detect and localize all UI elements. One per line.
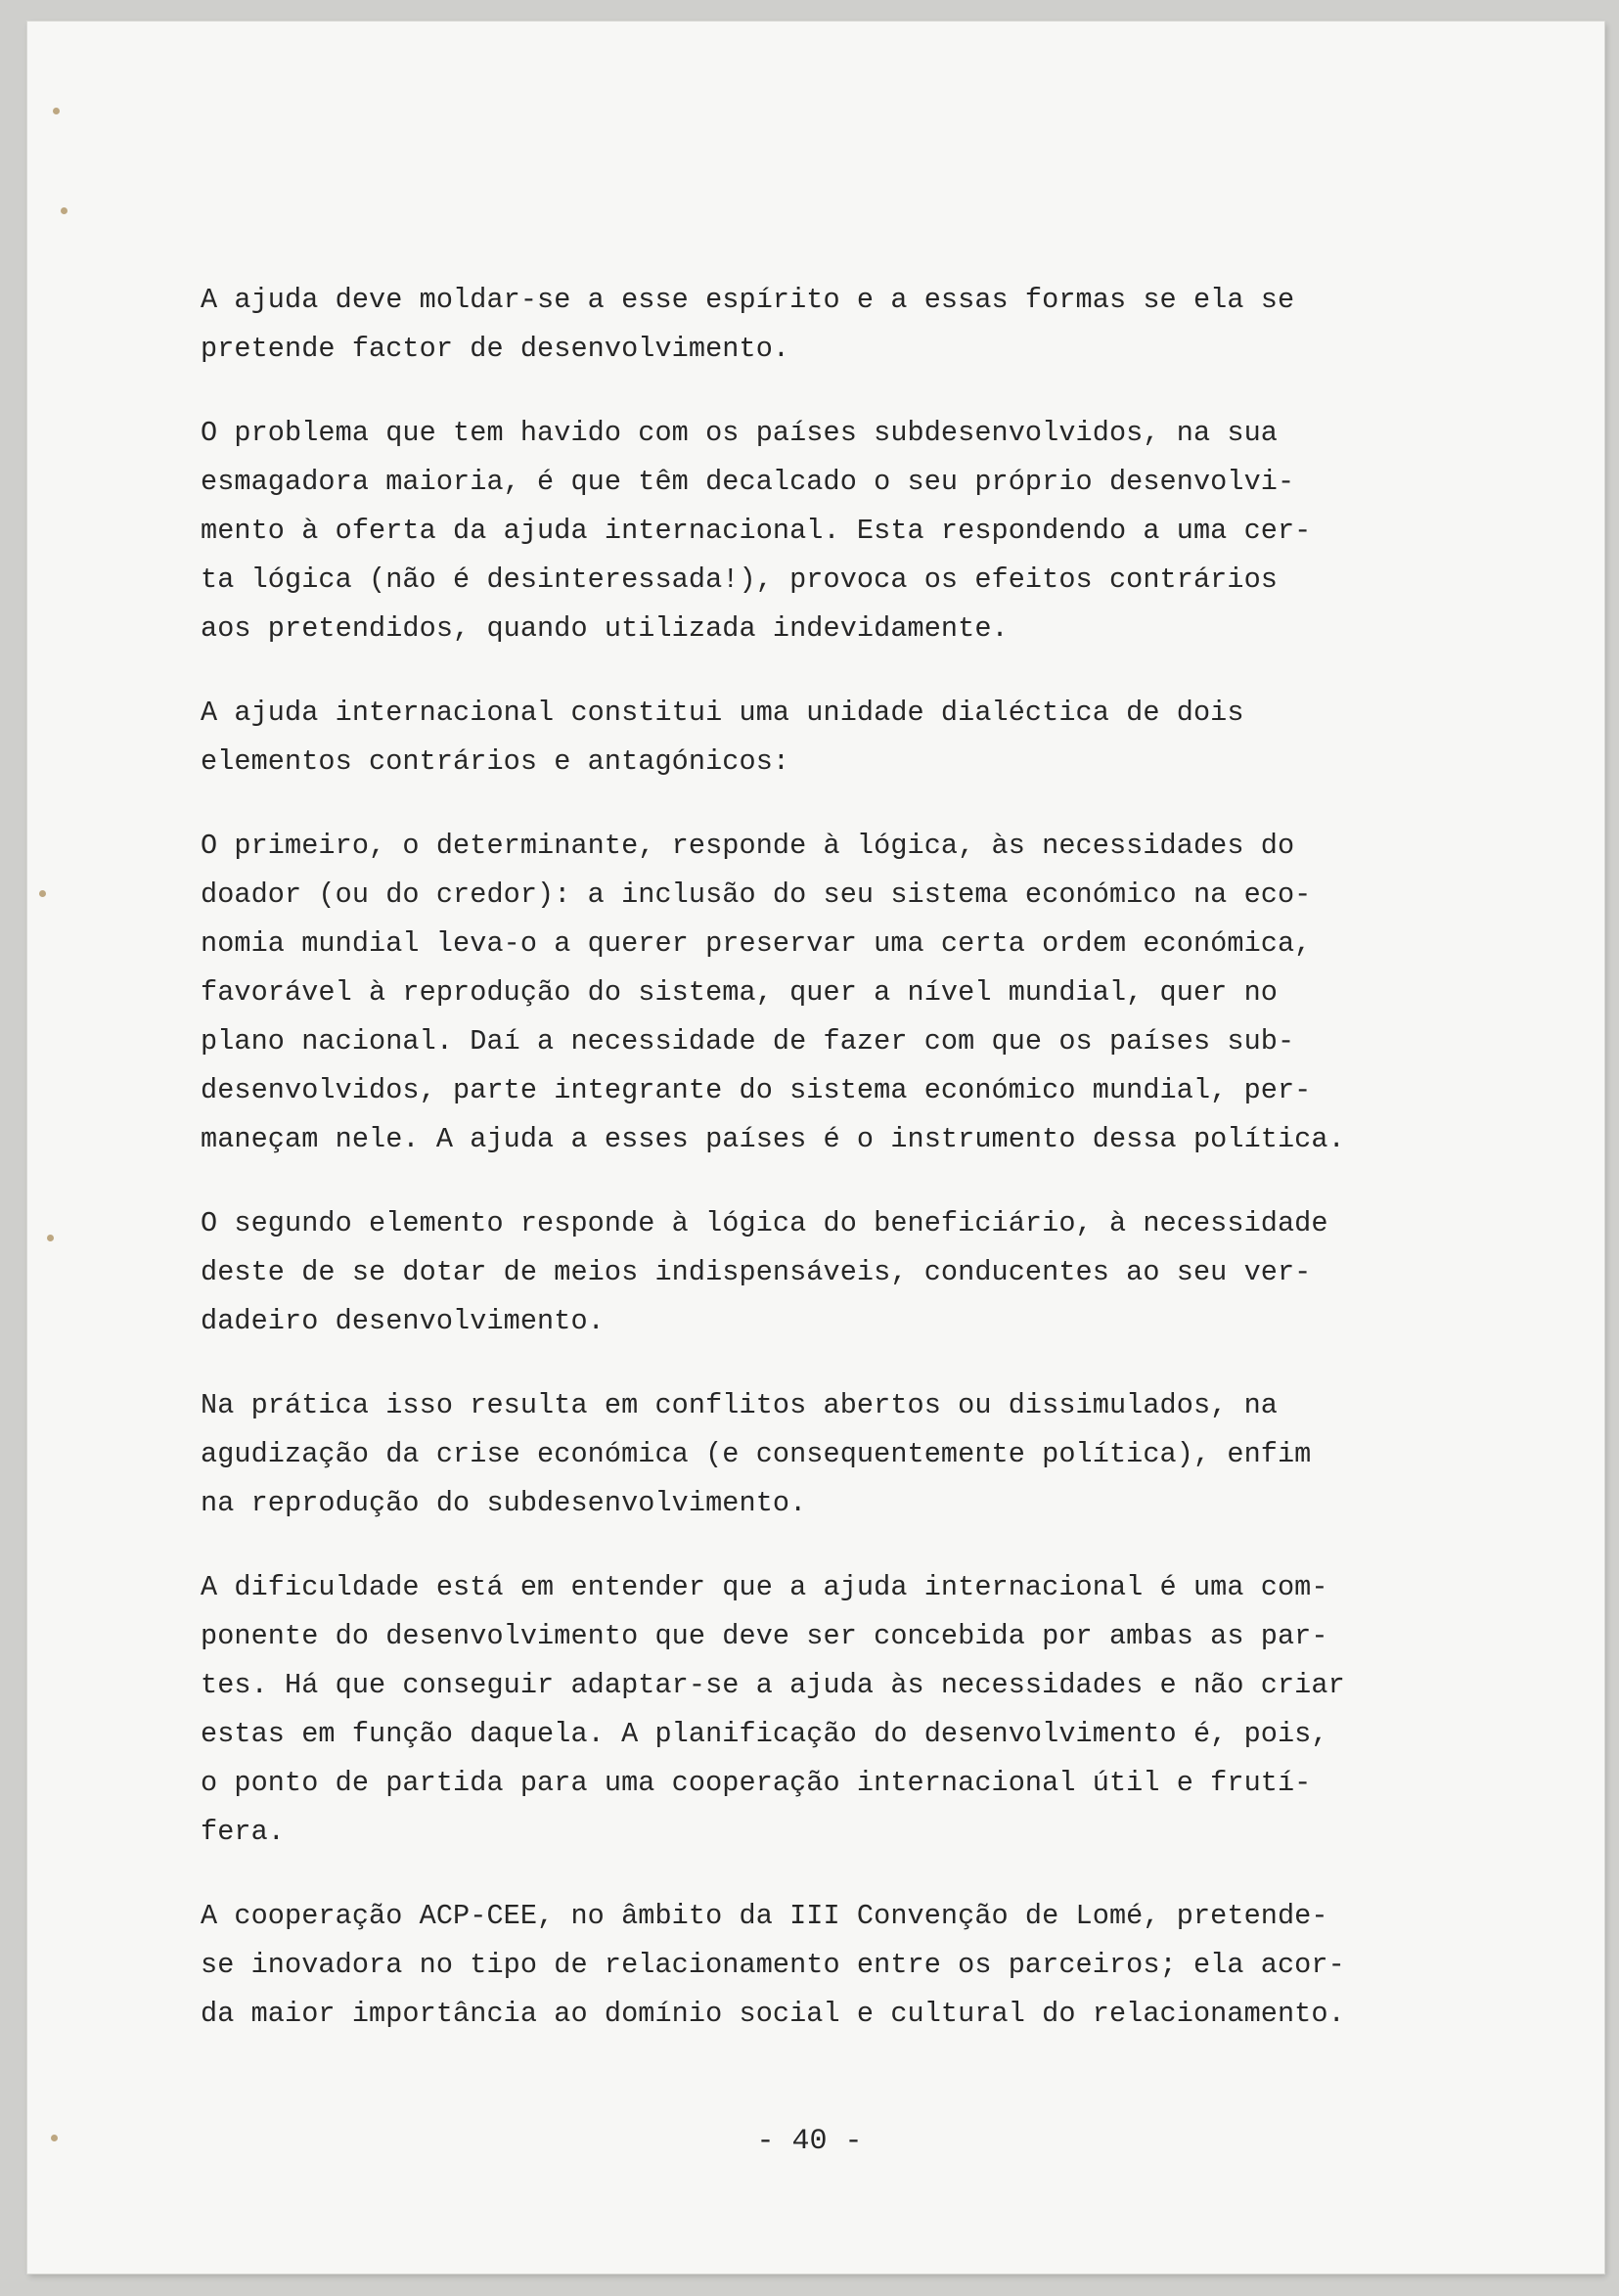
text-line: ponente do desenvolvimento que deve ser concebida por ambas as par-	[201, 1620, 1328, 1652]
text-line: dadeiro desenvolvimento.	[201, 1305, 605, 1337]
paragraph-4	[201, 822, 1546, 1164]
text-line: favorável à reprodução do sistema, quer a nível mundial, quer no	[201, 976, 1278, 1009]
text-line: Na prática isso resulta em conflitos abertos ou dissimulados, na	[201, 1389, 1278, 1421]
text-line: O primeiro, o determinante, responde à lógica, às necessidades do	[201, 830, 1295, 862]
text-line: o ponto de partida para uma cooperação internacional útil e frutí-	[201, 1767, 1312, 1799]
punch-hole-mark	[39, 890, 46, 897]
text-line: da maior importância ao domínio social e cultural do relacionamento.	[201, 1998, 1345, 2030]
text-line: ta lógica (não é desinteressada!), provoca os efeitos contrários	[201, 563, 1278, 596]
text-line: A cooperação ACP-CEE, no âmbito da III Convenção de Lomé, pretende-	[201, 1900, 1328, 1932]
text-line: nomia mundial leva-o a querer preservar uma certa ordem económica,	[201, 927, 1312, 960]
punch-hole-mark	[47, 1235, 54, 1241]
text-line: doador (ou do credor): a inclusão do seu sistema económico na eco-	[201, 878, 1312, 911]
text-line: tes. Há que conseguir adaptar-se a ajuda às necessidades e não criar	[201, 1669, 1345, 1701]
text-line: deste de se dotar de meios indispensáveis, conducentes ao seu ver-	[201, 1256, 1312, 1288]
text-line: estas em função daquela. A planificação do desenvolvimento é, pois,	[201, 1718, 1328, 1750]
text-line: esmagadora maioria, é que têm decalcado o seu próprio desenvolvi-	[201, 466, 1295, 498]
text-line: mento à oferta da ajuda internacional. Esta respondendo a uma cer-	[201, 515, 1312, 547]
paragraph-1	[201, 276, 1546, 374]
paragraph-6	[201, 1381, 1546, 1528]
text-line: elementos contrários e antagónicos:	[201, 745, 790, 778]
text-line: maneçam nele. A ajuda a esses países é o instrumento dessa política.	[201, 1123, 1345, 1155]
text-line: A ajuda internacional constitui uma unidade dialéctica de dois	[201, 697, 1244, 729]
text-line: fera.	[201, 1816, 286, 1848]
text-line: pretende factor de desenvolvimento.	[201, 333, 790, 365]
text-line: se inovadora no tipo de relacionamento entre os parceiros; ela acor-	[201, 1949, 1345, 1981]
text-line: desenvolvidos, parte integrante do sistema económico mundial, per-	[201, 1074, 1312, 1106]
paragraph-2	[201, 409, 1546, 653]
page-number: - 40 -	[756, 2125, 863, 2158]
paragraph-7	[201, 1563, 1546, 1857]
document-body	[201, 276, 1546, 2074]
text-line: A dificuldade está em entender que a ajuda internacional é uma com-	[201, 1571, 1328, 1603]
punch-hole-mark	[53, 108, 60, 114]
paragraph-5	[201, 1199, 1546, 1346]
text-line: O segundo elemento responde à lógica do beneficiário, à necessidade	[201, 1207, 1328, 1239]
text-line: plano nacional. Daí a necessidade de fazer com que os países sub-	[201, 1025, 1295, 1058]
text-line: A ajuda deve moldar-se a esse espírito e a essas formas se ela se	[201, 284, 1295, 316]
paragraph-8	[201, 1892, 1546, 2039]
text-line: agudização da crise económica (e consequentemente política), enfim	[201, 1438, 1312, 1470]
text-line: O problema que tem havido com os países subdesenvolvidos, na sua	[201, 417, 1278, 449]
text-line: na reprodução do subdesenvolvimento.	[201, 1487, 807, 1519]
punch-hole-mark	[61, 207, 67, 214]
paragraph-3	[201, 689, 1546, 787]
text-line: aos pretendidos, quando utilizada indevidamente.	[201, 612, 1009, 645]
